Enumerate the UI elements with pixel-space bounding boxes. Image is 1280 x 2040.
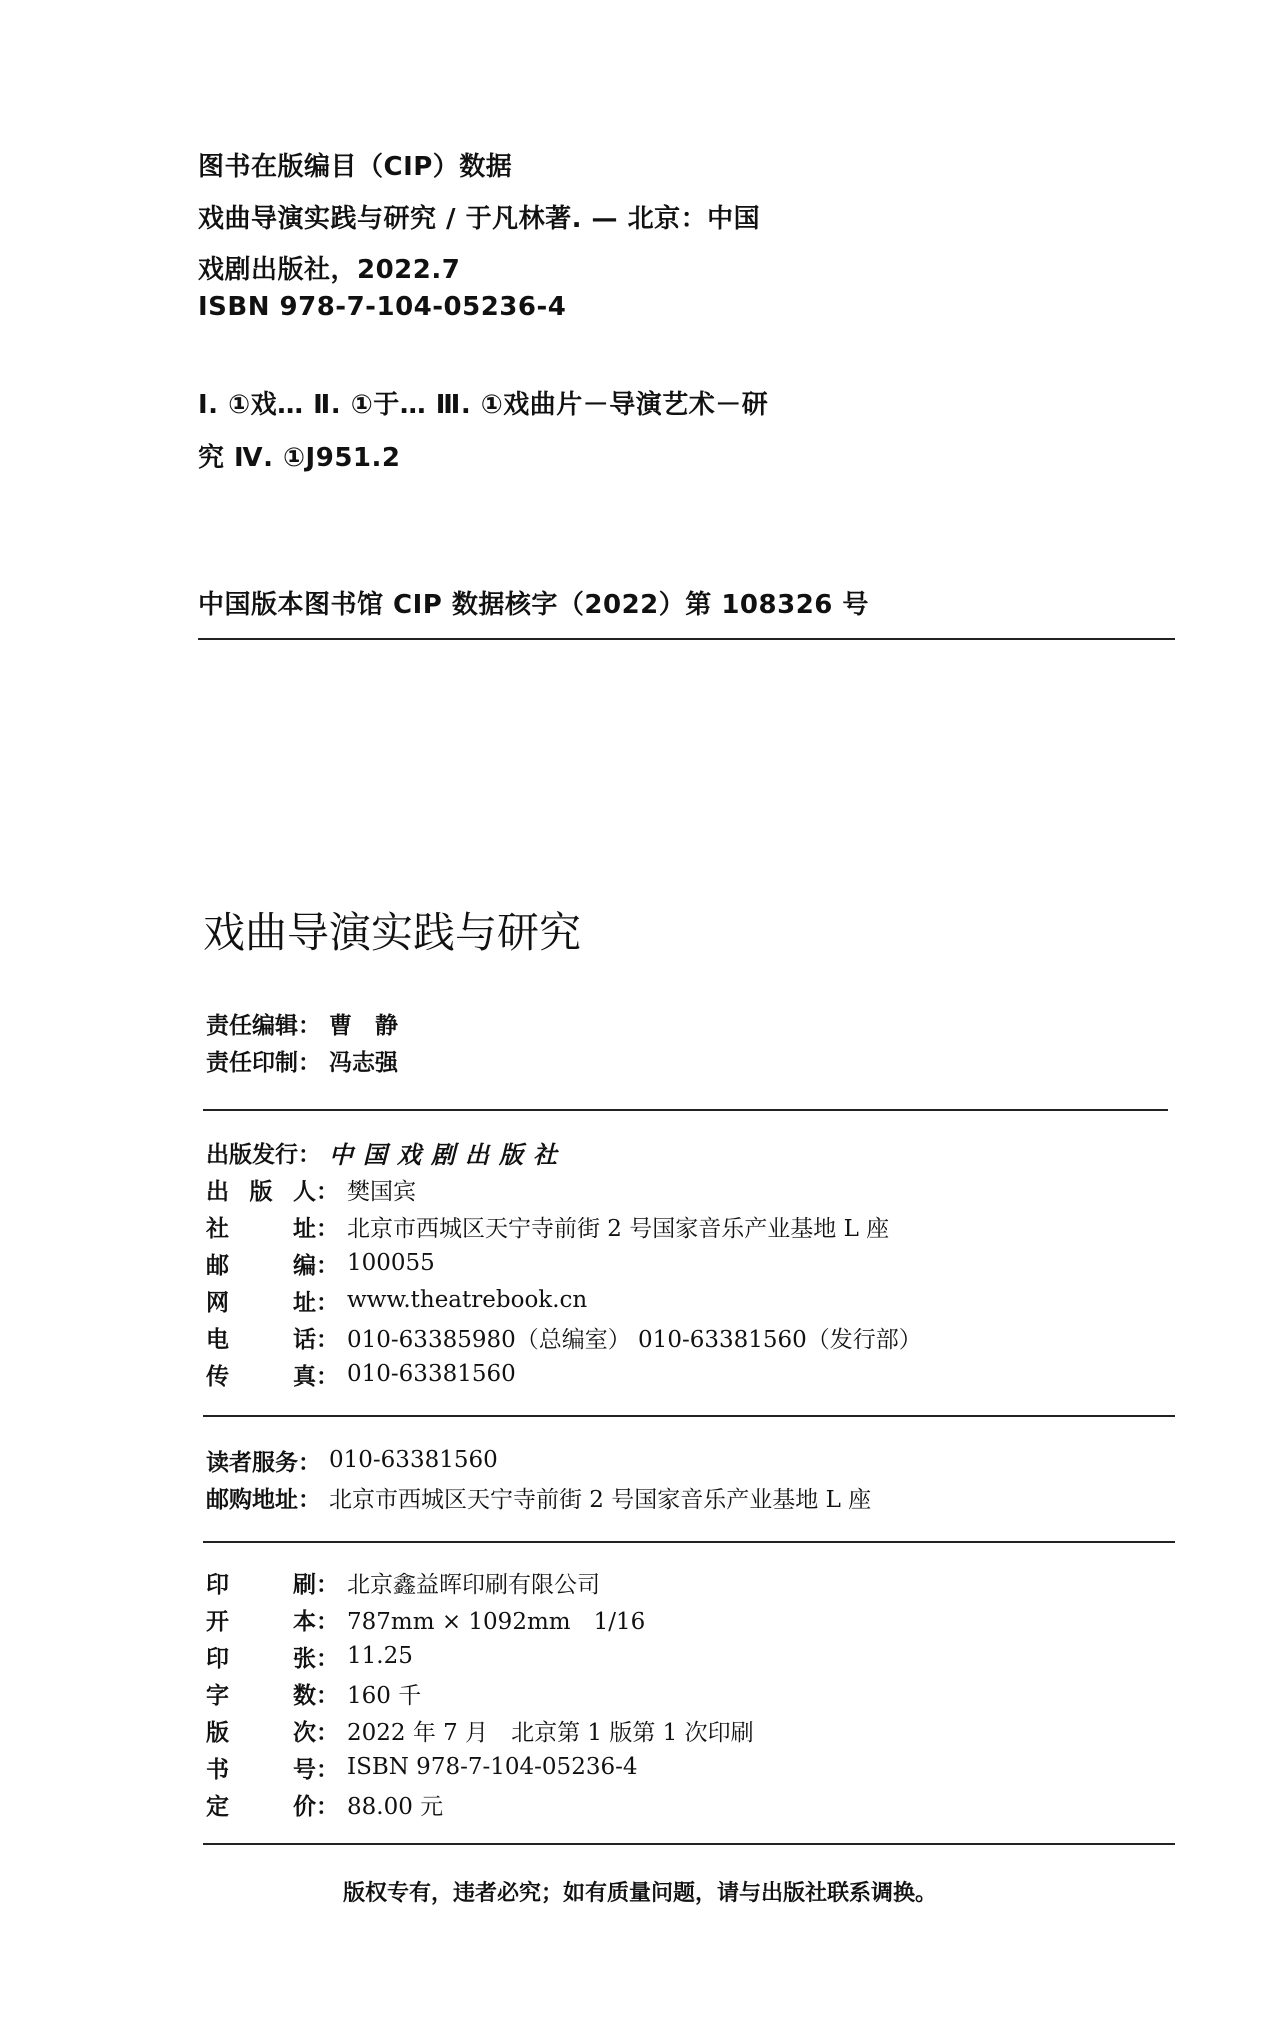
phone-row: 电 话 ： 010-63385980（总编室） 010-63381560（发行部） <box>206 1320 922 1354</box>
edition-label: 版 次 <box>206 1719 316 1746</box>
publisher-logo: 中国戏剧出版社 <box>329 1139 567 1169</box>
divider-publisher <box>203 1415 1175 1417</box>
mail-order-value: 北京市西城区天宁寺前街 2 号国家音乐产业基地 L 座 <box>329 1486 872 1513</box>
fax-label: 传 真 <box>206 1363 316 1390</box>
postcode-value: 100055 <box>347 1250 435 1276</box>
print-supervisor-value: 冯志强 <box>329 1049 398 1076</box>
publisher-person-value: 樊国宾 <box>347 1178 416 1205</box>
reader-service-value: 010-63381560 <box>329 1447 498 1473</box>
price-row: 定 价 ： 88.00 元 <box>206 1787 443 1821</box>
cip-heading: 图书在版编目（CIP）数据 <box>198 152 513 182</box>
address-row: 社 址 ： 北京市西城区天宁寺前街 2 号国家音乐产业基地 L 座 <box>206 1209 889 1243</box>
divider-reader <box>203 1541 1175 1543</box>
format-value: 787mm × 1092mm 1/16 <box>347 1608 646 1635</box>
fax-value: 010-63381560 <box>347 1361 516 1387</box>
sheets-row: 印 张 ： 11.25 <box>206 1639 413 1673</box>
sheets-label: 印 张 <box>206 1645 316 1672</box>
website-label: 网 址 <box>206 1289 316 1316</box>
cip-line-1: 戏曲导演实践与研究 / 于凡林著. — 北京：中国 <box>198 204 761 234</box>
word-count-row: 字 数 ： 160 千 <box>206 1676 421 1710</box>
word-count-label: 字 数 <box>206 1682 316 1709</box>
publisher-row: 出版发行 ： 中国戏剧出版社 <box>206 1135 567 1169</box>
format-label: 开 本 <box>206 1608 316 1635</box>
fax-row: 传 真 ： 010-63381560 <box>206 1357 516 1391</box>
printer-value: 北京鑫益晖印刷有限公司 <box>347 1571 600 1598</box>
print-supervisor-row: 责任印制 ： 冯志强 <box>206 1043 398 1077</box>
printer-row: 印 刷 ： 北京鑫益晖印刷有限公司 <box>206 1565 600 1599</box>
print-supervisor-label: 责任印制 <box>206 1049 298 1076</box>
price-label: 定 价 <box>206 1793 316 1820</box>
website-row: 网 址 ： www.theatrebook.cn <box>206 1283 587 1317</box>
editor-label: 责任编辑 <box>206 1012 298 1039</box>
publisher-label: 出版发行 <box>206 1141 298 1168</box>
reader-service-row: 读者服务 ： 010-63381560 <box>206 1443 498 1477</box>
cip-line-5: 究 Ⅳ. ①J951.2 <box>198 443 401 473</box>
address-label: 社 址 <box>206 1215 316 1242</box>
editor-row: 责任编辑 ： 曹 静 <box>206 1006 398 1040</box>
mail-order-label: 邮购地址 <box>206 1486 298 1513</box>
cip-line-3: ISBN 978-7-104-05236-4 <box>198 292 567 322</box>
editor-value: 曹 静 <box>329 1012 398 1039</box>
format-row: 开 本 ： 787mm × 1092mm 1/16 <box>206 1602 645 1636</box>
reader-service-label: 读者服务 <box>206 1449 298 1476</box>
publisher-person-label: 出 版 人 <box>206 1178 316 1205</box>
address-value: 北京市西城区天宁寺前街 2 号国家音乐产业基地 L 座 <box>347 1215 890 1242</box>
postcode-label: 邮 编 <box>206 1252 316 1279</box>
price-value: 88.00 元 <box>347 1793 444 1820</box>
mail-order-row: 邮购地址 ： 北京市西城区天宁寺前街 2 号国家音乐产业基地 L 座 <box>206 1480 871 1514</box>
cip-line-2: 戏剧出版社，2022.7 <box>198 255 461 285</box>
divider-printing <box>203 1843 1175 1845</box>
phone-label: 电 话 <box>206 1326 316 1353</box>
printer-label: 印 刷 <box>206 1571 316 1598</box>
publisher-person-row: 出 版 人 ： 樊国宾 <box>206 1172 416 1206</box>
isbn-value: ISBN 978-7-104-05236-4 <box>347 1754 638 1780</box>
postcode-row: 邮 编 ： 100055 <box>206 1246 435 1280</box>
divider-cip <box>198 638 1175 640</box>
cip-data-number: 中国版本图书馆 CIP 数据核字（2022）第 108326 号 <box>198 590 869 620</box>
divider-editors <box>203 1109 1168 1111</box>
phone-value: 010-63385980（总编室） 010-63381560（发行部） <box>347 1326 922 1353</box>
isbn-row: 书 号 ： ISBN 978-7-104-05236-4 <box>206 1750 638 1784</box>
copyright-notice: 版权专有，违者必究；如有质量问题，请与出版社联系调换。 <box>342 1881 937 1906</box>
website-value: www.theatrebook.cn <box>347 1287 588 1313</box>
word-count-value: 160 千 <box>347 1682 422 1709</box>
edition-value: 2022 年 7 月 北京第 1 版第 1 次印刷 <box>347 1719 754 1746</box>
book-title: 戏曲导演实践与研究 <box>203 908 582 957</box>
edition-row: 版 次 ： 2022 年 7 月 北京第 1 版第 1 次印刷 <box>206 1713 754 1747</box>
isbn-label: 书 号 <box>206 1756 316 1783</box>
cip-line-4: Ⅰ. ①戏… Ⅱ. ①于… Ⅲ. ①戏曲片－导演艺术－研 <box>198 390 769 420</box>
sheets-value: 11.25 <box>347 1643 413 1669</box>
